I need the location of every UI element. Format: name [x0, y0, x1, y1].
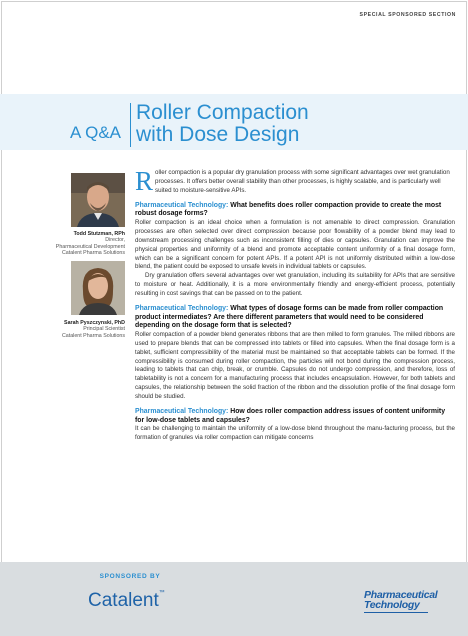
author-name: Todd Stutzman, RPh — [73, 231, 125, 237]
question-source: Pharmaceutical Technology: — [135, 408, 229, 416]
author-name: Sarah Pyszczynski, PhD — [64, 320, 125, 326]
trademark-mark: ™ — [158, 590, 165, 596]
article-title-line-1: Roller Compaction — [136, 101, 309, 124]
sponsored-by-label: SPONSORED BY — [99, 573, 161, 580]
article-intro — [135, 166, 455, 196]
author-caption-1 — [25, 231, 125, 257]
question-1 — [135, 202, 455, 219]
author-photo-stutzman — [71, 173, 125, 227]
title-divider — [130, 103, 131, 147]
author-role: Principal Scientist — [83, 326, 125, 333]
sponsor-name: Catalent — [88, 590, 159, 611]
answer-1-paragraph-1: Roller compaction is an ideal choice when a formulation is not amenable to direct compression. Granulation processes are often selected over direct compression because poor flowability of a powder blend may lead to downstream processing challenges such as inconsistent filling of dies or capsules. Granulation can improve the physical properties and uniformity of a blend and promote acceptable content uniformity of a final dosage form, which can be a significant concern for potent APIs. If a potent API is not uniformly distributed within a low-dose blend, the patient could be exposed to unsafe levels in individual tablets or capsules. — [135, 218, 455, 271]
question-source: Pharmaceutical Technology: — [135, 305, 229, 313]
publication-name-line-2: Technology — [364, 599, 420, 611]
answer-3: It can be challenging to maintain the uniformity of a low-dose blend throughout the manu-facturing process, but the formation of granules via roller compaction can mitigate concerns — [135, 425, 455, 442]
logo-underline — [364, 612, 428, 613]
qa-label: A Q&A — [70, 123, 122, 142]
author-photo-pyszczynski — [71, 261, 125, 315]
answer-1-paragraph-2: Dry granulation offers several advantages over wet granulation, including its suitability for APIs that are sensitive to moisture or heat. Additionally, it is a more environmentally friendly and energy-efficient process, potentially resulting in cost savings that can be passed on to the patient. — [135, 272, 455, 298]
publication-name-line-1: Pharmaceutical — [364, 589, 438, 601]
pharmaceutical-technology-logo — [364, 590, 437, 613]
author-dept: Pharmaceutical Development — [55, 243, 125, 250]
article-title-line-2: with Dose Design — [136, 123, 300, 146]
author-caption-2 — [25, 320, 125, 339]
section-label: SPECIAL SPONSORED SECTION — [359, 12, 456, 18]
answer-2: Roller compaction of a powder blend generates ribbons that are then milled to form granules. The milled ribbons are used to prepare blends that can be compressed into tablets or filled into capsules. When the final dosage form is a tablet, sufficient compressibility of the material must be maintained so that acceptable tablets can be formed. If the compressibility is consumed during roller compaction, the particles will not bond during the compression process, leading to tablets that can chip, break, or crumble. Capsules do not undergo compression, and therefore, loss of tabletability is not a concern for a manufacturing process that includes encapsulation. However, for both tablets and capsules, the relationship between the solid fraction of the ribbon and the dissolution profile of the final dosage form should be studied. — [135, 330, 455, 401]
drop-cap: R — [135, 166, 154, 196]
question-2 — [135, 305, 455, 331]
question-3 — [135, 408, 455, 425]
catalent-logo — [88, 590, 165, 612]
question-text: What benefits does roller compaction provide to create the most robust dosage forms? — [135, 201, 442, 218]
article-body — [135, 166, 455, 443]
question-source: Pharmaceutical Technology: — [135, 201, 229, 209]
intro-text: oller compaction is a popular dry granulation process with some significant advantages over wet granulation processes. It offers better overall stability than other processes, is highly scalable, and is particularly well suited to moisture-sensitive APIs. — [155, 169, 450, 194]
author-org: Catalent Pharma Solutions — [61, 332, 125, 339]
author-role: Director, — [105, 237, 125, 244]
question-text: How does roller compaction address issues of content uniformity for low-dose tablets and capsules? — [135, 408, 446, 424]
author-org: Catalent Pharma Solutions — [61, 250, 125, 257]
question-text: What types of dosage forms can be made from roller compaction product intermediates? Are there different parameters that would need to be considered depending on the dosage form that is selected? — [135, 305, 444, 330]
